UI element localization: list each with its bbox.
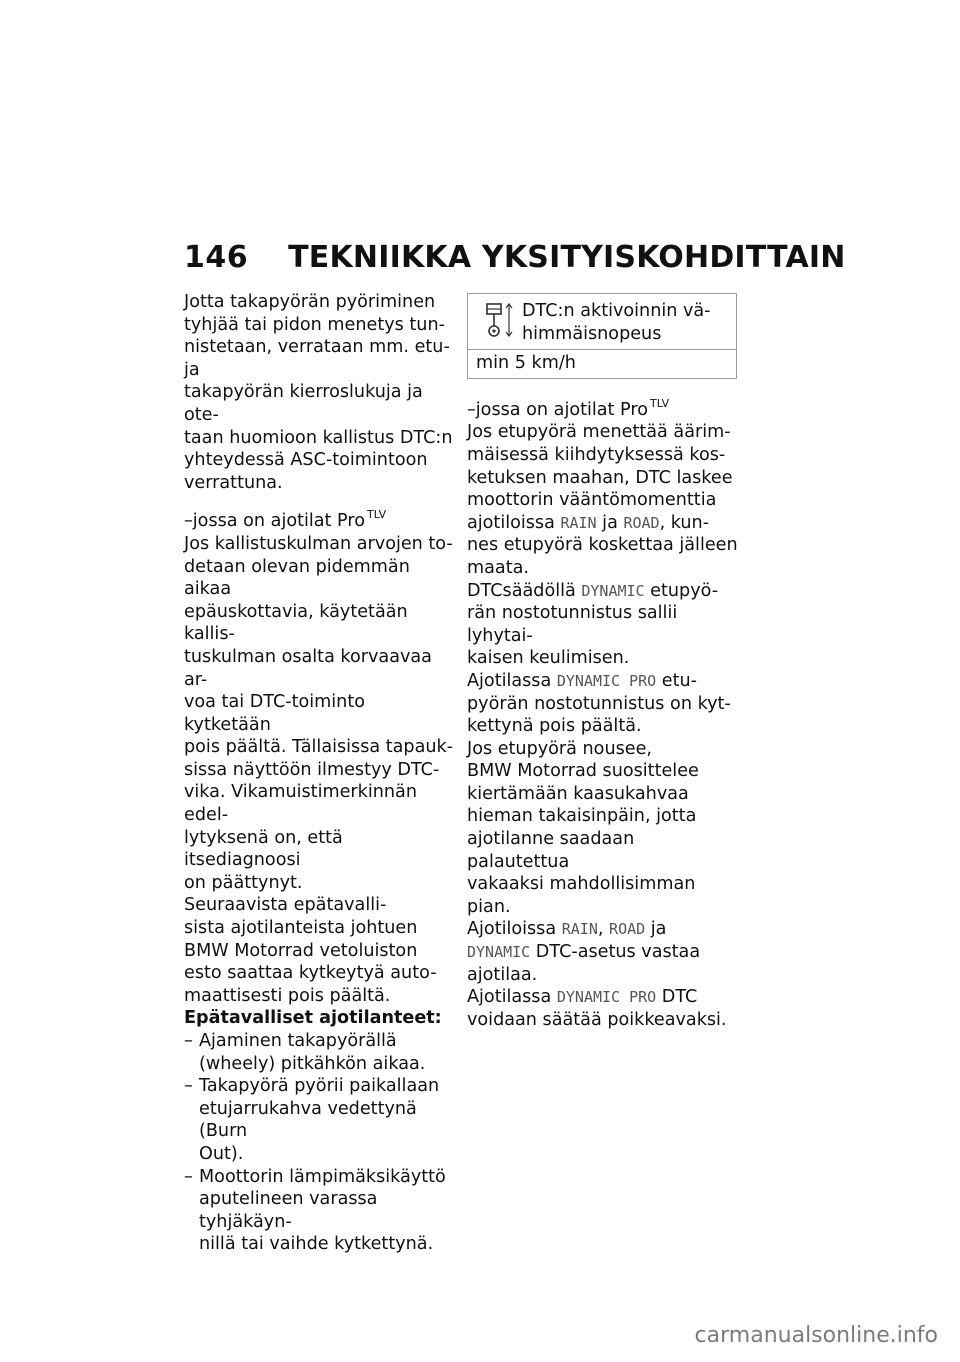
page-header (184, 240, 846, 280)
mode-road: ROAD (623, 513, 660, 532)
dynamic-paragraph: DTCsäädöllä DYNAMIC etupyö- rän nostotunnistus sallii lyhytai- kaisen keulimisen. (467, 580, 719, 669)
modes-paragraph: Ajotiloissa RAIN, ROAD ja DYNAMIC DTC-asetus vastaa ajotilaa. (467, 919, 701, 985)
tlv-superscript: TLV (366, 508, 387, 522)
spec-table-header (468, 294, 736, 350)
mode-rain: RAIN (561, 920, 598, 939)
list-item: – Takapyörä pyörii paikallaan etujarrukahva vedettynä (Burn Out). (184, 1076, 440, 1164)
mode-dynamic-pro: DYNAMIC PRO (556, 988, 657, 1007)
list-item: – Ajaminen takapyörällä (wheely) pitkähkön aikaa. (184, 1031, 426, 1074)
unusual-situations-heading: Epätavalliset ajotilanteet: (184, 1008, 442, 1029)
list-item: – Moottorin lämpimäksikäyttö aputelineen varassa tyhjäkäyn- nillä tai vaihde kytkettynä. (184, 1166, 446, 1255)
mode-dynamic: DYNAMIC (467, 943, 531, 962)
mode-rain: RAIN (560, 513, 597, 532)
engine-data-icon (482, 300, 516, 344)
right-column (467, 293, 739, 1031)
lean-angle-paragraph: Jos kallistuskulman arvojen to- detaan olevan pidemmän aikaa epäuskottavia, käytetään kallis- tuskulman osalta korvaavaa ar- voa tai DTC-toiminto kytketään pois päältä. Tällaisissa tapauk- sissa näyttöön ilmestyy DTC- vika. Vikamuistimerkinnän edel- lytyksenä on, että itsediagnoosi on päättynyt. Seuraavista epätavalli- sista ajotilanteista johtuen BMW Motorrad vetoluiston esto saattaa kytkeytyä auto- maattisesti pois päältä. (184, 533, 454, 1006)
spec-table (467, 293, 737, 379)
recommendation-paragraph: Jos etupyörä nousee, BMW Motorrad suosittelee kiertämään kaasukahvaa hieman takaisinpäin, jotta ajotilanne saadaan palautettua vakaaksi mahdollisimman pian. (467, 738, 699, 917)
mode-dynamic: DYNAMIC (581, 581, 645, 600)
tlv-superscript: TLV (649, 396, 670, 410)
spec-value: min 5 km/h (476, 353, 576, 374)
mode-dynamic-pro: DYNAMIC PRO (556, 671, 657, 690)
front-wheel-paragraph: Jos etupyörä menettää äärim- mäisessä kiihdytyksessä kos- ketuksen maahan, DTC laskee moottorin vääntömomenttia ajotiloissa RAIN ja ROAD, kun- nes etupyörä koskettaa jälleen maata. (467, 422, 738, 578)
mode-road: ROAD (609, 920, 646, 939)
adjustable-paragraph: Ajotilassa DYNAMIC PRO DTC voidaan säätää poikkeavaksi. (467, 987, 727, 1030)
intro-paragraph: Jotta takapyörän pyöriminen tyhjää tai pidon menetys tun- nistetaan, verrataan mm. etu- ja takapyörän kierroslukuja ja ote- taan huomioon kallistus DTC:n yhteydessä ASC-toimintoon verrattuna. (184, 292, 453, 493)
pro-condition-right: –jossa on ajotilat Pro $^{TLV}$ (467, 396, 670, 420)
watermark-text: carmanualsonline.info (694, 1323, 938, 1348)
dynamic-pro-paragraph: Ajotilassa DYNAMIC PRO etu- pyörän nostotunnistus on kyt- kettynä pois päältä. (467, 670, 731, 737)
left-column (184, 291, 454, 1256)
pro-condition-left: –jossa on ajotilat Pro $^{TLV}$ (184, 508, 387, 532)
chapter-title: TEKNIIKKA YKSITYISKOHDITTAIN (288, 240, 846, 275)
page-number: 146 (184, 240, 249, 275)
spec-title: DTC:n aktivoinnin vä- himmäisnopeus (522, 301, 711, 344)
